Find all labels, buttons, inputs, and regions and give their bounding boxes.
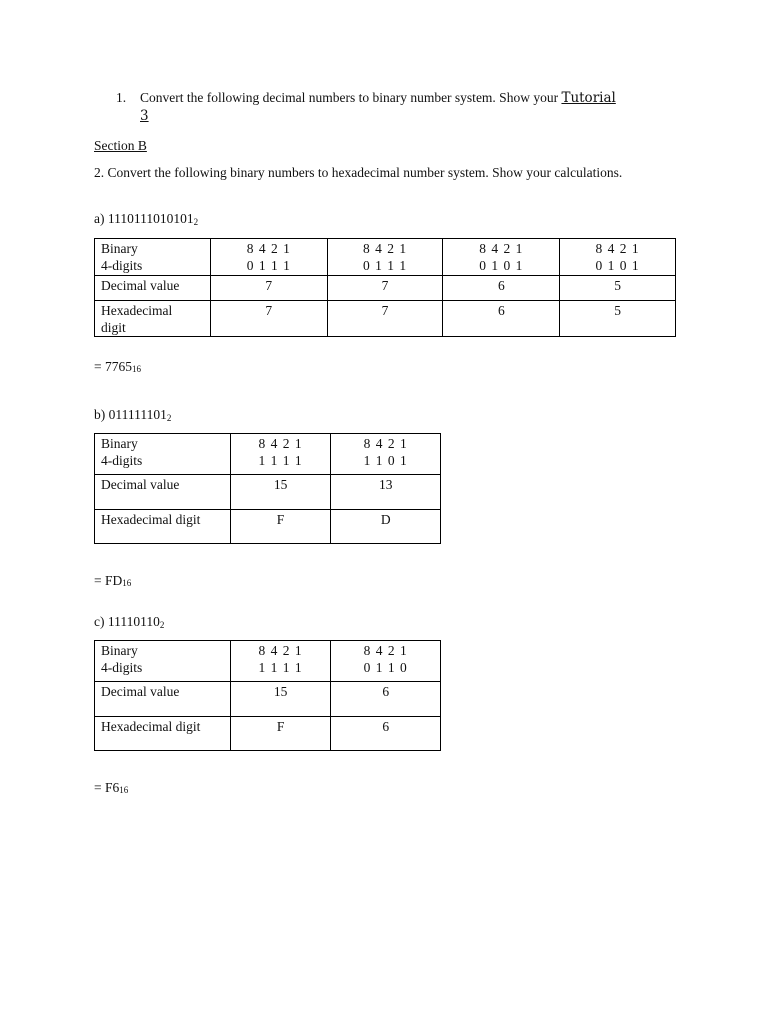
result-base: 16 xyxy=(119,785,129,795)
table-c xyxy=(94,640,441,751)
result-value: = FD xyxy=(94,573,123,588)
table-b xyxy=(94,433,441,544)
question-2-text: 2. Convert the following binary numbers to hexadecimal number system. Show your calculations. xyxy=(94,165,623,180)
result-base: 16 xyxy=(132,364,141,374)
part-b-result xyxy=(94,572,131,592)
weights: 8 4 2 1 xyxy=(595,241,640,256)
row-header-hex: Hexadecimal digit xyxy=(95,717,231,751)
header-4-digits: 4-digits xyxy=(101,258,143,273)
table-row xyxy=(95,510,441,544)
part-a-number: a) 1110111010101 xyxy=(94,211,194,226)
decimal-cell: 5 xyxy=(560,276,676,301)
part-a-label xyxy=(94,210,198,227)
table-row xyxy=(95,276,676,301)
row-header-decimal: Decimal value xyxy=(95,682,231,717)
section-heading: Section B xyxy=(94,138,147,153)
bits: 0 1 0 1 xyxy=(479,258,524,273)
question-1-text xyxy=(140,89,688,125)
bits: 1 1 1 1 xyxy=(258,453,303,468)
hex-cell: 6 xyxy=(331,717,441,751)
hex-cell: D xyxy=(331,510,441,544)
binary-cell xyxy=(327,239,443,276)
bits: 1 1 0 1 xyxy=(363,453,408,468)
weights: 8 4 2 1 xyxy=(362,241,408,256)
question-1-body: Convert the following decimal numbers to binary number system. Show your xyxy=(140,90,559,105)
row-header-binary xyxy=(95,641,231,682)
header-hexadecimal: Hexadecimal xyxy=(101,303,173,318)
binary-cell xyxy=(443,239,560,276)
part-a-result xyxy=(94,358,141,378)
bits: 0 1 1 0 xyxy=(363,660,408,675)
table-row xyxy=(95,717,441,751)
hex-cell: F xyxy=(230,717,331,751)
header-4-digits: 4-digits xyxy=(101,660,143,675)
weights: 8 4 2 1 xyxy=(258,436,303,451)
decimal-cell: 7 xyxy=(327,276,443,301)
table-a xyxy=(94,238,676,337)
binary-cell xyxy=(230,641,331,682)
decimal-cell: 7 xyxy=(210,276,327,301)
table-row xyxy=(95,301,676,337)
decimal-cell: 13 xyxy=(331,475,441,510)
row-header-binary xyxy=(95,434,231,475)
question-1-number: 1. xyxy=(116,90,127,105)
table-row xyxy=(95,475,441,510)
part-c-base: 2 xyxy=(159,620,165,630)
header-digit: digit xyxy=(101,320,126,335)
weights: 8 4 2 1 xyxy=(363,436,408,451)
result-value: = 7765 xyxy=(94,359,132,374)
table-row xyxy=(95,641,441,682)
decimal-cell: 6 xyxy=(331,682,441,717)
row-header-hex: Hexadecimal digit xyxy=(95,510,231,544)
tutorial-link-number[interactable]: 3 xyxy=(140,108,149,124)
bits: 1 1 1 1 xyxy=(258,660,303,675)
binary-cell xyxy=(331,434,441,475)
binary-cell xyxy=(331,641,441,682)
hex-cell: 7 xyxy=(327,301,443,337)
table-row xyxy=(95,434,441,475)
part-b-label xyxy=(94,406,171,423)
part-b-number: b) 011111101 xyxy=(94,407,167,422)
header-binary: Binary xyxy=(101,643,138,658)
weights: 8 4 2 1 xyxy=(258,643,303,658)
row-header-decimal: Decimal value xyxy=(95,475,231,510)
decimal-cell: 15 xyxy=(230,682,331,717)
binary-cell xyxy=(230,434,331,475)
table-row xyxy=(95,682,441,717)
tutorial-link[interactable]: Tutorial xyxy=(561,90,616,106)
part-c-result xyxy=(94,779,128,799)
header-4-digits: 4-digits xyxy=(101,453,143,468)
hex-cell: 7 xyxy=(210,301,327,337)
part-c-number: c) 11110110 xyxy=(94,614,160,629)
bits: 0 1 0 1 xyxy=(595,258,640,273)
header-binary: Binary xyxy=(101,436,138,451)
part-c-label xyxy=(94,613,164,630)
decimal-cell: 15 xyxy=(230,475,331,510)
weights: 8 4 2 1 xyxy=(363,643,408,658)
binary-cell xyxy=(210,239,327,276)
header-binary: Binary xyxy=(101,241,138,256)
bits: 0 1 1 1 xyxy=(362,258,408,273)
result-value: = F6 xyxy=(94,780,120,795)
table-row xyxy=(95,239,676,276)
row-header-binary xyxy=(95,239,211,276)
hex-cell: 6 xyxy=(443,301,560,337)
hex-cell: 5 xyxy=(560,301,676,337)
bits: 0 1 1 1 xyxy=(246,258,291,273)
result-base: 16 xyxy=(122,578,132,588)
decimal-cell: 6 xyxy=(443,276,560,301)
weights: 8 4 2 1 xyxy=(479,241,524,256)
hex-cell: F xyxy=(230,510,331,544)
row-header-decimal: Decimal value xyxy=(95,276,211,301)
part-b-base: 2 xyxy=(166,413,172,423)
weights: 8 4 2 1 xyxy=(246,241,291,256)
part-a-base: 2 xyxy=(193,217,199,227)
row-header-hex xyxy=(95,301,211,337)
binary-cell xyxy=(560,239,676,276)
